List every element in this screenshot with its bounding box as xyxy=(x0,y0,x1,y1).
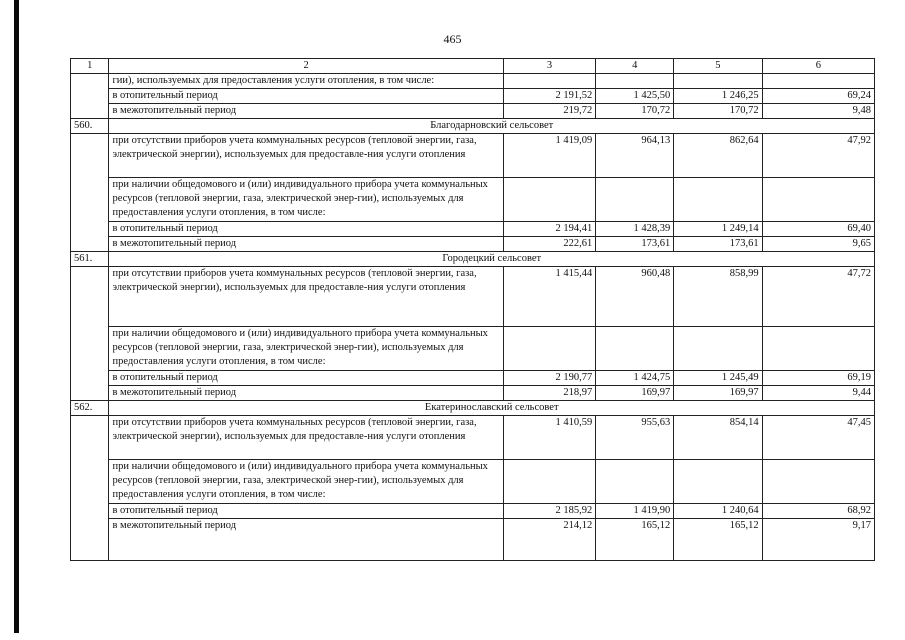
value-cell: 2 191,52 xyxy=(503,89,596,104)
value-cell: 47,92 xyxy=(762,134,874,178)
value-cell: 219,72 xyxy=(503,104,596,119)
row-label: в межотопительный период xyxy=(109,237,503,252)
value-cell: 2 185,92 xyxy=(503,504,596,519)
row-label: при отсутствии приборов учета коммунальных ресурсов (тепловой энергии, газа, электрической энергии), используемых для предоставле-ния услуги отопления xyxy=(109,416,503,460)
value-cell: 214,12 xyxy=(503,519,596,561)
value-cell: 170,72 xyxy=(596,104,674,119)
header-row xyxy=(71,59,875,74)
row-label: в отопительный период xyxy=(109,89,503,104)
value-cell: 1 419,09 xyxy=(503,134,596,178)
section-row xyxy=(71,401,875,416)
value-cell: 9,48 xyxy=(762,104,874,119)
table-row xyxy=(71,267,875,327)
value-cell: 47,72 xyxy=(762,267,874,327)
value-cell: 222,61 xyxy=(503,237,596,252)
row-number-cell xyxy=(71,134,109,252)
value-cell xyxy=(762,327,874,371)
value-cell: 862,64 xyxy=(674,134,762,178)
header-cell: 1 xyxy=(71,59,109,74)
value-cell: 1 419,90 xyxy=(596,504,674,519)
section-title: Екатеринославский сельсовет xyxy=(109,401,875,416)
section-number: 562. xyxy=(71,401,109,416)
section-title: Городецкий сельсовет xyxy=(109,252,875,267)
value-cell: 169,97 xyxy=(674,386,762,401)
row-label: в отопительный период xyxy=(109,371,503,386)
section-number: 561. xyxy=(71,252,109,267)
value-cell xyxy=(596,460,674,504)
value-cell: 165,12 xyxy=(596,519,674,561)
table-row xyxy=(71,74,875,89)
table-row xyxy=(71,460,875,504)
section-row xyxy=(71,252,875,267)
row-label: при отсутствии приборов учета коммунальных ресурсов (тепловой энергии, газа, электрической энергии), используемых для предоставле-ния услуги отопления xyxy=(109,267,503,327)
value-cell xyxy=(503,460,596,504)
table-row xyxy=(71,504,875,519)
value-cell: 169,97 xyxy=(596,386,674,401)
table-row xyxy=(71,416,875,460)
value-cell xyxy=(762,178,874,222)
value-cell: 69,24 xyxy=(762,89,874,104)
value-cell xyxy=(596,327,674,371)
header-cell: 5 xyxy=(674,59,762,74)
row-label: в отопительный период xyxy=(109,222,503,237)
value-cell: 1 415,44 xyxy=(503,267,596,327)
row-number-cell xyxy=(71,74,109,119)
value-cell: 68,92 xyxy=(762,504,874,519)
value-cell xyxy=(762,460,874,504)
row-label: при наличии общедомового и (или) индивидуального прибора учета коммунальных ресурсов (тепловой энергии, газа, электрической энер-гии), используемых для предоставления услуги отопления, в том числе: xyxy=(109,327,503,371)
header-cell: 2 xyxy=(109,59,503,74)
table-row xyxy=(71,178,875,222)
value-cell xyxy=(503,178,596,222)
value-cell xyxy=(674,460,762,504)
section-row xyxy=(71,119,875,134)
value-cell: 173,61 xyxy=(596,237,674,252)
value-cell: 170,72 xyxy=(674,104,762,119)
row-label: в отопительный период xyxy=(109,504,503,519)
scan-edge-bar xyxy=(14,0,19,633)
value-cell: 964,13 xyxy=(596,134,674,178)
page-number: 465 xyxy=(443,32,462,46)
table-row xyxy=(71,386,875,401)
table-row xyxy=(71,371,875,386)
value-cell: 2 190,77 xyxy=(503,371,596,386)
value-cell: 1 240,64 xyxy=(674,504,762,519)
table-row xyxy=(71,104,875,119)
value-cell xyxy=(674,178,762,222)
value-cell: 1 245,49 xyxy=(674,371,762,386)
value-cell: 1 249,14 xyxy=(674,222,762,237)
value-cell: 69,19 xyxy=(762,371,874,386)
row-label: в межотопительный период xyxy=(109,386,503,401)
value-cell: 1 428,39 xyxy=(596,222,674,237)
header-cell: 4 xyxy=(596,59,674,74)
row-label: гии), используемых для предоставления услуги отопления, в том числе: xyxy=(109,74,503,89)
value-cell: 960,48 xyxy=(596,267,674,327)
value-cell: 955,63 xyxy=(596,416,674,460)
table-row xyxy=(71,222,875,237)
header-cell: 3 xyxy=(503,59,596,74)
value-cell xyxy=(674,327,762,371)
value-cell: 9,17 xyxy=(762,519,874,561)
header-cell: 6 xyxy=(762,59,874,74)
value-cell: 173,61 xyxy=(674,237,762,252)
value-cell: 69,40 xyxy=(762,222,874,237)
table-row xyxy=(71,237,875,252)
tariff-table xyxy=(70,58,875,561)
table-row xyxy=(71,89,875,104)
value-cell xyxy=(596,178,674,222)
value-cell xyxy=(596,74,674,89)
value-cell: 2 194,41 xyxy=(503,222,596,237)
value-cell xyxy=(674,74,762,89)
row-label: при наличии общедомового и (или) индивидуального прибора учета коммунальных ресурсов (тепловой энергии, газа, электрической энер-гии), используемых для предоставления услуги отопления, в том числе: xyxy=(109,178,503,222)
value-cell: 9,65 xyxy=(762,237,874,252)
value-cell: 1 424,75 xyxy=(596,371,674,386)
row-label: при наличии общедомового и (или) индивидуального прибора учета коммунальных ресурсов (тепловой энергии, газа, электрической энер-гии), используемых для предоставления услуги отопления, в том числе: xyxy=(109,460,503,504)
value-cell: 1 246,25 xyxy=(674,89,762,104)
value-cell: 47,45 xyxy=(762,416,874,460)
value-cell: 1 425,50 xyxy=(596,89,674,104)
row-number-cell xyxy=(71,416,109,561)
value-cell: 165,12 xyxy=(674,519,762,561)
value-cell: 9,44 xyxy=(762,386,874,401)
table-row xyxy=(71,519,875,561)
row-label: в межотопительный период xyxy=(109,519,503,561)
row-label: при отсутствии приборов учета коммунальных ресурсов (тепловой энергии, газа, электрической энергии), используемых для предоставле-ния услуги отопления xyxy=(109,134,503,178)
value-cell: 858,99 xyxy=(674,267,762,327)
value-cell xyxy=(762,74,874,89)
table-row xyxy=(71,134,875,178)
value-cell xyxy=(503,327,596,371)
value-cell xyxy=(503,74,596,89)
row-number-cell xyxy=(71,267,109,401)
table-row xyxy=(71,327,875,371)
value-cell: 1 410,59 xyxy=(503,416,596,460)
section-title: Благодарновский сельсовет xyxy=(109,119,875,134)
section-number: 560. xyxy=(71,119,109,134)
row-label: в межотопительный период xyxy=(109,104,503,119)
value-cell: 218,97 xyxy=(503,386,596,401)
value-cell: 854,14 xyxy=(674,416,762,460)
